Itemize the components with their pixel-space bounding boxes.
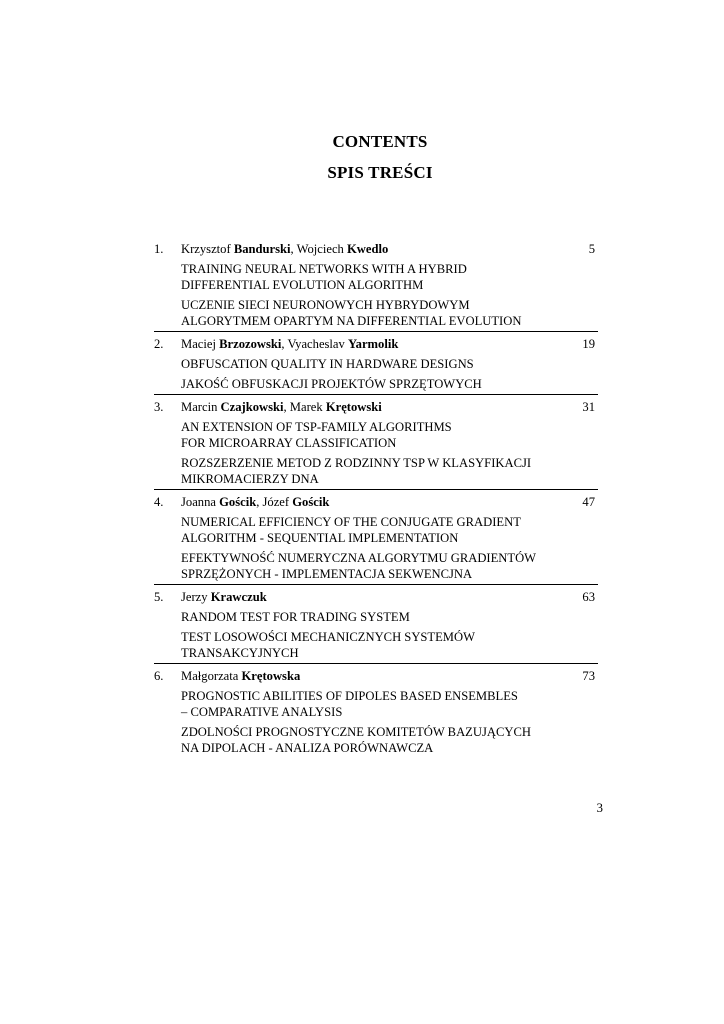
author-first-name: Marcin bbox=[181, 400, 221, 414]
entry-page-number: 63 bbox=[582, 590, 595, 604]
entry-title-english: NUMERICAL EFFICIENCY OF THE CONJUGATE GRADIENT ALGORITHM - SEQUENTIAL IMPLEMENTATION bbox=[181, 515, 521, 545]
toc-entry-header bbox=[154, 494, 598, 510]
page-number: 3 bbox=[596, 800, 603, 815]
entry-number: 2. bbox=[154, 337, 164, 351]
author-last-name: Gościk bbox=[219, 495, 257, 509]
entry-title-polish: EFEKTYWNOŚĆ NUMERYCZNA ALGORYTMU GRADIENTÓW SPRZĘŻONYCH - IMPLEMENTACJA SEKWENCJNA bbox=[181, 551, 537, 581]
author-last-name: Bandurski bbox=[233, 242, 291, 256]
toc-entry-header bbox=[154, 241, 598, 257]
entry-title-polish: ROZSZERZENIE METOD Z RODZINNY TSP W KLASYFIKACJI MIKROMACIERZY DNA bbox=[181, 456, 532, 486]
author-first-name: Józef bbox=[262, 495, 293, 509]
entry-title-english: RANDOM TEST FOR TRADING SYSTEM bbox=[181, 610, 410, 624]
entry-authors bbox=[181, 668, 598, 684]
entry-title-english: TRAINING NEURAL NETWORKS WITH A HYBRID DIFFERENTIAL EVOLUTION ALGORITHM bbox=[181, 262, 467, 292]
author-separator: , bbox=[290, 242, 297, 256]
toc-entry-6[interactable] bbox=[154, 668, 598, 758]
author-last-name: Brzozowski bbox=[219, 337, 282, 351]
author-last-name: Kwedlo bbox=[346, 242, 389, 256]
author-last-name: Krętowski bbox=[325, 400, 382, 414]
author-first-name: Jerzy bbox=[181, 590, 211, 604]
entry-authors bbox=[181, 241, 598, 257]
entry-title-polish: UCZENIE SIECI NEURONOWYCH HYBRYDOWYM ALGORYTMEM OPARTYM NA DIFFERENTIAL EVOLUTION bbox=[181, 298, 522, 328]
author-separator: , bbox=[281, 337, 288, 351]
entry-page-number: 73 bbox=[582, 669, 595, 683]
author-first-name: Marek bbox=[289, 400, 326, 414]
entry-number: 3. bbox=[154, 400, 164, 414]
author-first-name: Wojciech bbox=[296, 242, 347, 256]
entry-number: 6. bbox=[154, 669, 164, 683]
author-last-name: Czajkowski bbox=[220, 400, 284, 414]
entry-title-english: AN EXTENSION OF TSP-FAMILY ALGORITHMS FOR MICROARRAY CLASSIFICATION bbox=[181, 420, 452, 450]
author-last-name: Krętowska bbox=[241, 669, 301, 683]
entry-title-english: OBFUSCATION QUALITY IN HARDWARE DESIGNS bbox=[181, 357, 474, 371]
entry-authors bbox=[181, 336, 598, 352]
toc-entry-3[interactable] bbox=[154, 399, 598, 490]
author-first-name: Maciej bbox=[181, 337, 220, 351]
toc-entry-header bbox=[154, 336, 598, 352]
author-first-name: Vyacheslav bbox=[287, 337, 348, 351]
author-first-name: Joanna bbox=[181, 495, 220, 509]
author-first-name: Małgorzata bbox=[181, 669, 242, 683]
entry-title-english: PROGNOSTIC ABILITIES OF DIPOLES BASED ENSEMBLES – COMPARATIVE ANALYSIS bbox=[181, 689, 518, 719]
toc-entry-header bbox=[154, 668, 598, 684]
toc-entry-header bbox=[154, 589, 598, 605]
entry-number: 1. bbox=[154, 242, 164, 256]
entry-number: 5. bbox=[154, 590, 164, 604]
author-separator: , bbox=[283, 400, 290, 414]
author-last-name: Gościk bbox=[292, 495, 330, 509]
author-last-name: Yarmolik bbox=[347, 337, 399, 351]
author-last-name: Krawczuk bbox=[210, 590, 267, 604]
entry-title-polish: TEST LOSOWOŚCI MECHANICZNYCH SYSTEMÓW TRANSAKCYJNYCH bbox=[181, 630, 475, 660]
entry-number: 4. bbox=[154, 495, 164, 509]
author-separator: , bbox=[256, 495, 263, 509]
contents-heading: CONTENTS bbox=[332, 132, 428, 151]
table-of-contents bbox=[154, 241, 598, 762]
toc-entry-1[interactable] bbox=[154, 241, 598, 332]
contents-heading-polish: SPIS TREŚCI bbox=[327, 163, 433, 182]
toc-entry-2[interactable] bbox=[154, 336, 598, 395]
entry-page-number: 5 bbox=[588, 242, 595, 256]
entry-page-number: 47 bbox=[582, 495, 595, 509]
author-first-name: Krzysztof bbox=[181, 242, 234, 256]
toc-entry-header bbox=[154, 399, 598, 415]
entry-authors bbox=[181, 494, 598, 510]
toc-entry-4[interactable] bbox=[154, 494, 598, 585]
entry-authors bbox=[181, 399, 598, 415]
entry-title-polish: JAKOŚĆ OBFUSKACJI PROJEKTÓW SPRZĘTOWYCH bbox=[181, 377, 482, 391]
entry-authors bbox=[181, 589, 598, 605]
entry-page-number: 31 bbox=[582, 400, 595, 414]
entry-page-number: 19 bbox=[582, 337, 595, 351]
entry-title-polish: ZDOLNOŚCI PROGNOSTYCZNE KOMITETÓW BAZUJĄCYCH NA DIPOLACH - ANALIZA PORÓWNAWCZA bbox=[181, 725, 531, 755]
toc-entry-5[interactable] bbox=[154, 589, 598, 664]
